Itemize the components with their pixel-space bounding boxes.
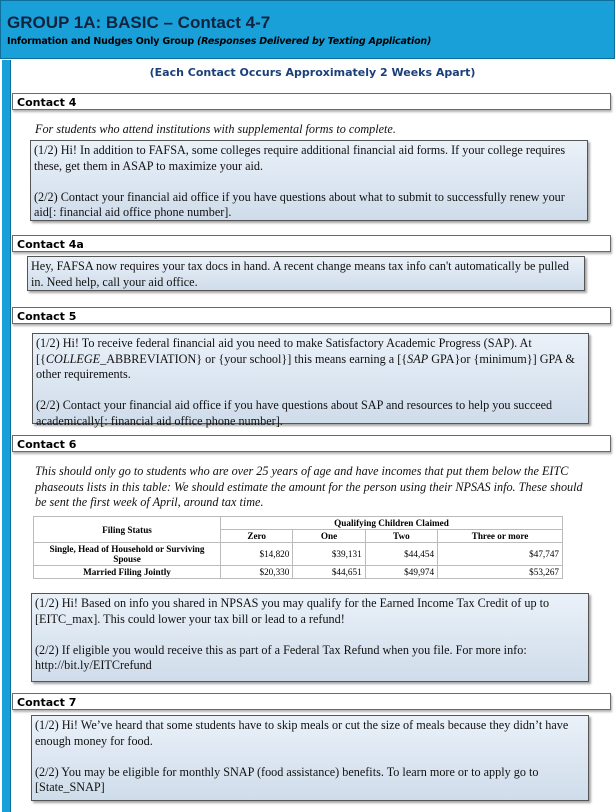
schedule-banner: (Each Contact Occurs Approximately 2 Weeks Apart) [149, 66, 476, 79]
contact-4a-header: Contact 4a [12, 235, 611, 252]
contact-5-message-1: (1/2) Hi! To receive federal financial aid you need to make Satisfactory Academic Progress (SAP). At [{COLLEGE_ABBREVIATION} or {your school}] this means earning a [{SAP GPA}or {minimum}] GPA & other requirements. [36, 336, 575, 381]
eitc-phaseout-table [33, 516, 563, 579]
table-cell: $53,267 [438, 566, 563, 579]
contact-6-message-1: (1/2) Hi! Based on info you shared in NPSAS you may qualify for the Earned Income Tax Credit of up to [EITC_max]. This could lower your tax bill or lead to a refund! [35, 596, 550, 626]
table-cell: $39,131 [293, 543, 365, 566]
contact-5-header: Contact 5 [12, 307, 611, 324]
contact-6-message-2: (2/2) If eligible you would receive this as part of a Federal Tax Refund when you file. For more info: http://bit.ly/EITCrefund [35, 642, 527, 672]
contact-4-message-1: (1/2) Hi! In addition to FAFSA, some colleges require additional financial aid forms. If your college requires these, get them in ASAP to maximize your aid. [34, 143, 566, 173]
table-cell: $44,651 [293, 566, 365, 579]
contact-7-header: Contact 7 [12, 693, 611, 710]
contact-5-message-2: (2/2) Contact your financial aid office if you have questions about SAP and resources to help you succeed academically[: financial aid office phone number]. [36, 398, 553, 428]
table-cell: $44,454 [365, 543, 437, 566]
row-label: Single, Head of Household or Surviving Spouse [34, 543, 221, 566]
contact-7-message-box [31, 715, 589, 801]
page-subtitle [7, 36, 431, 47]
table-cell: $47,747 [438, 543, 563, 566]
contact-7-message-1: (1/2) Hi! We’ve heard that some students have to skip meals or cut the size of meals because they didn’t have enough money for food. [35, 718, 569, 748]
contact-4-header: Contact 4 [12, 93, 611, 110]
contact-4a-message-1: Hey, FAFSA now requires your tax docs in hand. A recent change means tax info can't automatically be pulled in. Need help, call your aid office. [31, 259, 569, 289]
table-cell: $49,974 [365, 566, 437, 579]
table-row [34, 566, 563, 579]
document-header [0, 0, 615, 59]
table-cell: $20,330 [221, 566, 293, 579]
page-title: GROUP 1A: BASIC – Contact 4-7 [7, 13, 271, 32]
subtitle-main: Information and Nudges Only Group [7, 36, 198, 47]
table-cell: $14,820 [221, 543, 293, 566]
table-col-three-or-more: Three or more [438, 530, 563, 543]
contact-4-note: For students who attend institutions with supplemental forms to complete. [35, 122, 396, 136]
table-col-zero: Zero [221, 530, 293, 543]
contact-5-message-box [32, 333, 589, 428]
left-accent-bar [2, 60, 11, 812]
contact-6-note: This should only go to students who are over 25 years of age and have incomes that put them below the EITC phaseouts lists in this table: We should estimate the amount for the person using their NPSAS info. These should be sent the first week of April, around tax time. [35, 464, 583, 509]
table-header-filing-status: Filing Status [34, 517, 221, 543]
contact-6-message-box [31, 593, 589, 682]
table-col-two: Two [365, 530, 437, 543]
table-col-one: One [293, 530, 365, 543]
contact-6-header: Contact 6 [12, 435, 611, 452]
table-row [34, 543, 563, 566]
contact-4-message-2: (2/2) Contact your financial aid office if you have questions about what to submit to successfully renew your aid[: financial aid office phone number]. [34, 189, 565, 219]
row-label: Married Filing Jointly [34, 566, 221, 579]
contact-4a-message-box [27, 256, 585, 291]
contact-7-message-2: (2/2) You may be eligible for monthly SNAP (food assistance) benefits. To learn more or to apply go to [State_SNAP] [35, 764, 539, 794]
subtitle-italic: (Responses Delivered by Texting Application) [197, 36, 432, 47]
contact-4-message-box [30, 140, 588, 221]
table-header-qualifying-children: Qualifying Children Claimed [221, 517, 563, 530]
